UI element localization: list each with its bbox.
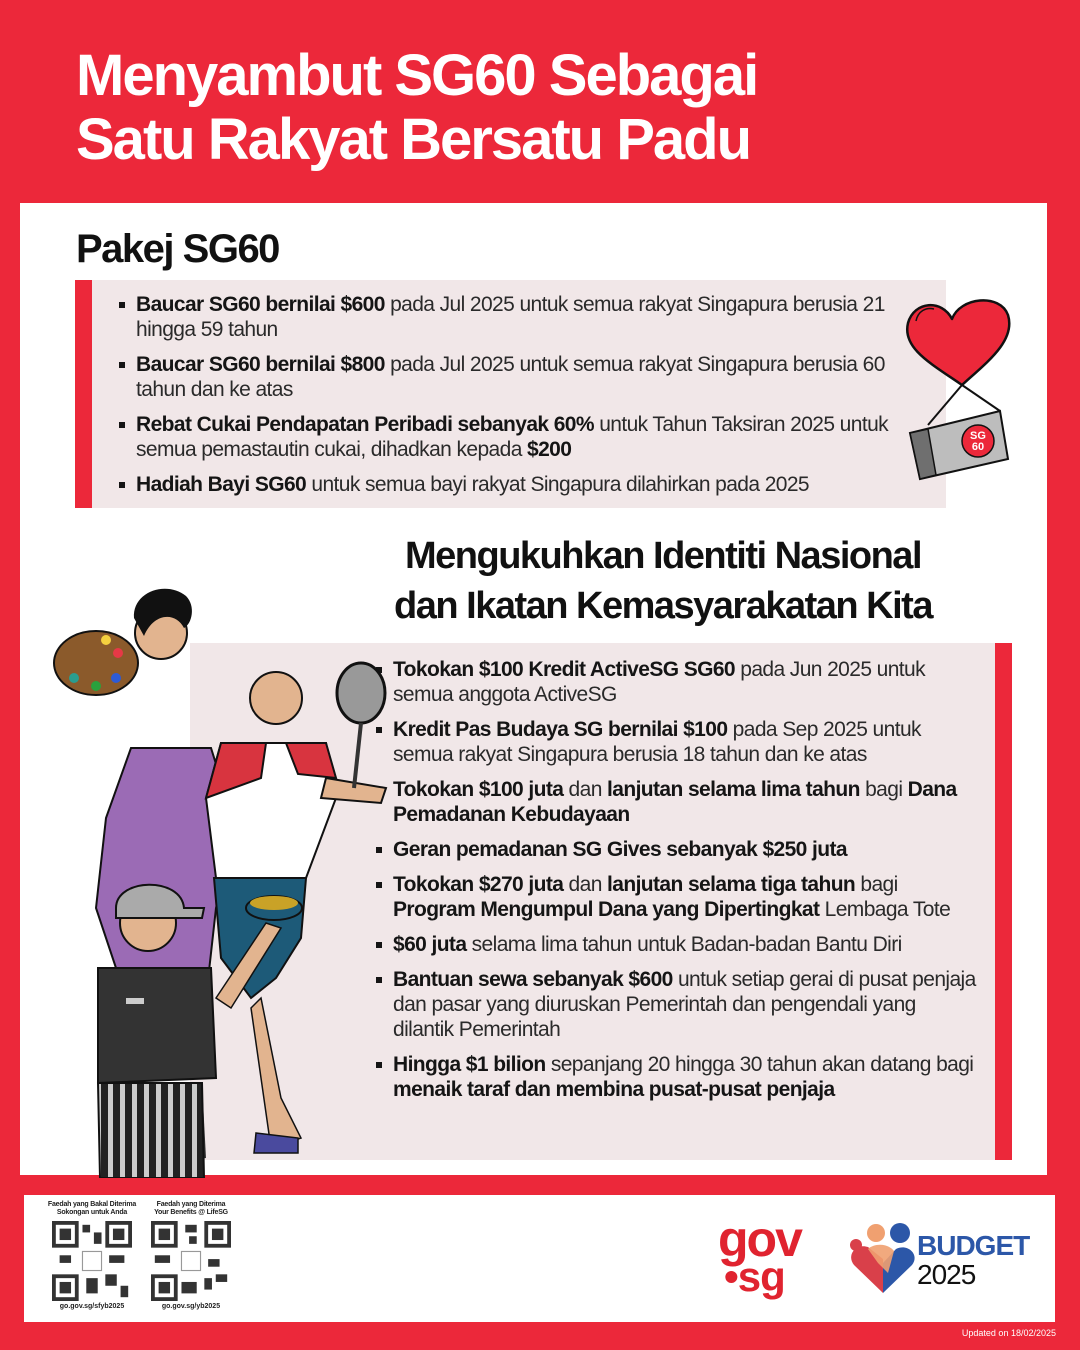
list-item: Geran pemadanan SG Gives sebanyak $250 juta	[376, 837, 976, 862]
main-panel	[20, 203, 1047, 1175]
list-item: Hingga $1 bilion sepanjang 20 hingga 30 tahun akan datang bagi menaik taraf dan membina pusat-pusat penjaja	[376, 1052, 976, 1102]
bullet-icon	[119, 482, 125, 488]
title-line-2: Satu Rakyat Bersatu Padu	[76, 107, 751, 172]
heart-balloon-gift-icon	[900, 293, 1030, 483]
bullet-icon	[119, 302, 125, 308]
section-heading-national-identity: Mengukuhkan Identiti Nasional dan Ikatan Kemasyarakatan Kita	[394, 535, 932, 627]
svg-text:SG: SG	[970, 430, 986, 442]
list-item: Hadiah Bayi SG60 untuk semua bayi rakyat Singapura dilahirkan pada 2025	[119, 472, 899, 497]
qr-url[interactable]: go.gov.sg/sfyb2025	[59, 1303, 125, 1310]
qr-block-lifesg: Faedah yang Diterima Your Benefits @ LifeSG go.gov.sg/yb2025	[141, 1201, 241, 1310]
sg60-package-list	[119, 292, 899, 507]
qr-url[interactable]: go.gov.sg/yb2025	[161, 1303, 221, 1310]
list-item: Bantuan sewa sebanyak $600 untuk setiap gerai di pusat penjaja dan pasar yang diuruskan Pemerintah dan pengendali yang dilantik Pemerintah	[376, 967, 976, 1042]
budget-2025-wordmark: BUDGET 2025	[917, 1230, 1030, 1290]
svg-text:60: 60	[971, 441, 985, 453]
community-people-illustration	[36, 578, 396, 1178]
accent-bar	[995, 643, 1012, 1160]
qr-block-sokongan: Faedah yang Bakal Diterima Sokongan untuk Anda go.gov.sg/sfyb2025	[42, 1201, 142, 1310]
govsg-logo: gov •sg	[718, 1211, 801, 1300]
title-line-1: Menyambut SG60 Sebagai	[76, 43, 758, 108]
page-title	[76, 44, 757, 172]
list-item: Tokokan $100 juta dan lanjutan selama lima tahun bagi Dana Pemadanan Kebudayaan	[376, 777, 976, 827]
budget-heart-logo-icon	[848, 1223, 918, 1295]
list-item: Baucar SG60 bernilai $800 pada Jul 2025 untuk semua rakyat Singapura berusia 60 tahun dan ke atas	[119, 352, 899, 402]
sg60-package-box	[75, 280, 946, 508]
national-identity-list	[376, 657, 976, 1112]
footer-panel	[24, 1195, 1055, 1322]
updated-date: Updated on 18/02/2025	[961, 1328, 1056, 1338]
qr-code-icon[interactable]	[52, 1221, 132, 1301]
accent-bar	[75, 280, 92, 508]
section-heading-sg60-package: Pakej SG60	[76, 227, 279, 271]
qr-code-icon[interactable]	[151, 1221, 231, 1301]
bullet-icon	[119, 362, 125, 368]
list-item: Kredit Pas Budaya SG bernilai $100 pada Sep 2025 untuk semua rakyat Singapura berusia 18 tahun dan ke atas	[376, 717, 976, 767]
list-item: Baucar SG60 bernilai $600 pada Jul 2025 untuk semua rakyat Singapura berusia 21 hingga 59 tahun	[119, 292, 899, 342]
list-item: $60 juta selama lima tahun untuk Badan-badan Bantu Diri	[376, 932, 976, 957]
bullet-icon	[119, 422, 125, 428]
list-item: Tokokan $270 juta dan lanjutan selama tiga tahun bagi Program Mengumpul Dana yang Dipertingkat Lembaga Tote	[376, 872, 976, 922]
list-item: Tokokan $100 Kredit ActiveSG SG60 pada Jun 2025 untuk semua anggota ActiveSG	[376, 657, 976, 707]
list-item: Rebat Cukai Pendapatan Peribadi sebanyak 60% untuk Tahun Taksiran 2025 untuk semua pemastautin cukai, dihadkan kepada $200	[119, 412, 899, 462]
